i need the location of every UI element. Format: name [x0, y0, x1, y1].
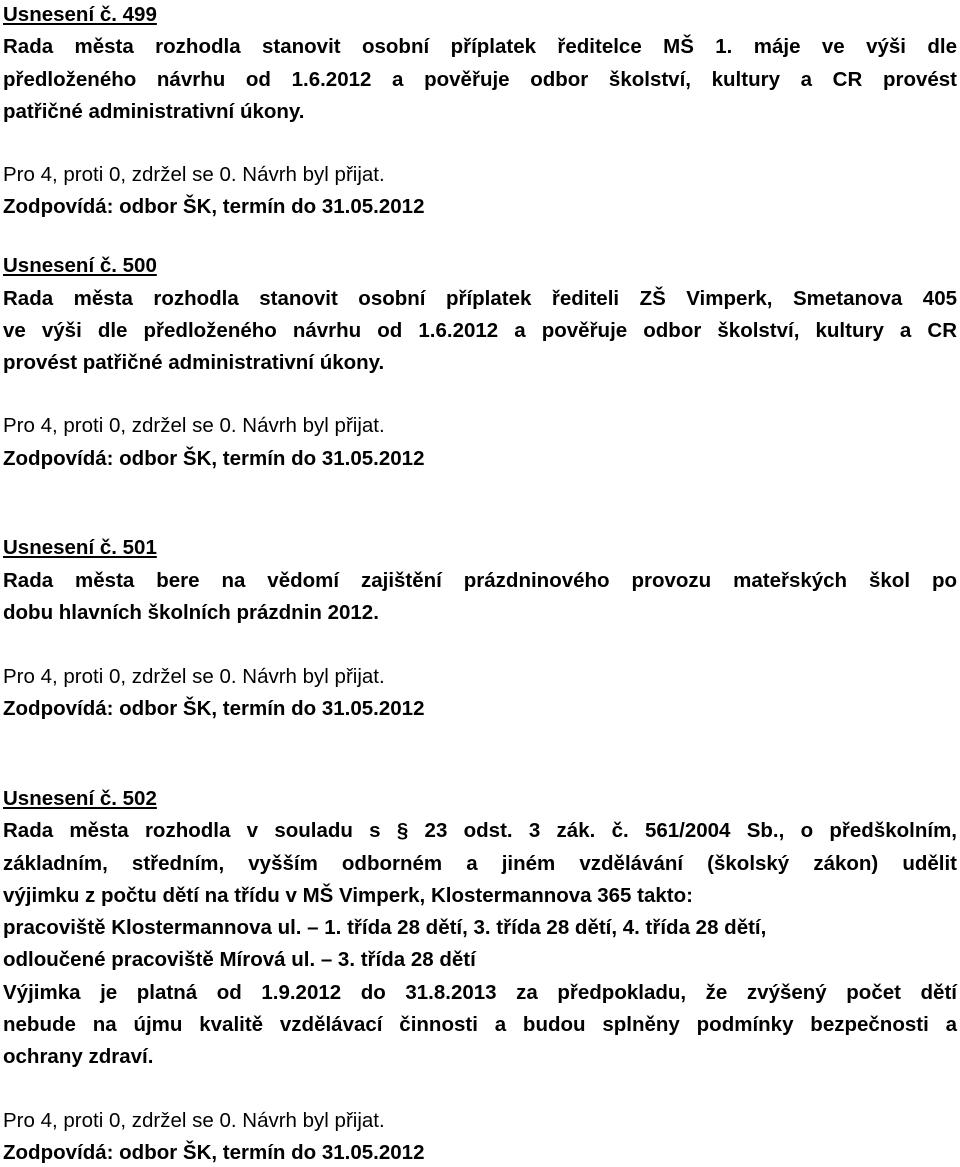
vote-result: Pro 4, proti 0, zdržel se 0. Návrh byl přijat.	[3, 1109, 385, 1132]
resolution-text-line: předloženého návrhu od 1.6.2012 a pověřuje odbor školství, kultury a CR provést	[3, 68, 957, 91]
responsible-party: Zodpovídá: odbor ŠK, termín do 31.05.2012	[3, 195, 425, 218]
resolution-text-line: Výjimka je platná od 1.9.2012 do 31.8.2013 za předpokladu, že zvýšený počet dětí	[3, 981, 957, 1004]
resolution-text-line: dobu hlavních školních prázdnin 2012.	[3, 601, 379, 624]
resolution-text-line: Rada města rozhodla stanovit osobní příplatek řediteli ZŠ Vimperk, Smetanova 405	[3, 287, 957, 310]
resolution-text-line: nebude na újmu kvalitě vzdělávací činnosti a budou splněny podmínky bezpečnosti a	[3, 1013, 957, 1036]
vote-result: Pro 4, proti 0, zdržel se 0. Návrh byl přijat.	[3, 163, 385, 186]
resolution-text-line: Rada města rozhodla v souladu s § 23 odst. 3 zák. č. 561/2004 Sb., o předškolním,	[3, 819, 957, 842]
resolution-text-line: Rada města rozhodla stanovit osobní příplatek ředitelce MŠ 1. máje ve výši dle	[3, 35, 957, 58]
responsible-party: Zodpovídá: odbor ŠK, termín do 31.05.2012	[3, 447, 425, 470]
responsible-party: Zodpovídá: odbor ŠK, termín do 31.05.2012	[3, 697, 425, 720]
resolution-heading: Usnesení č. 502	[3, 787, 157, 810]
resolution-heading: Usnesení č. 500	[3, 254, 157, 277]
resolution-heading: Usnesení č. 499	[3, 3, 157, 26]
responsible-party: Zodpovídá: odbor ŠK, termín do 31.05.2012	[3, 1141, 425, 1164]
resolution-text-line: základním, středním, vyšším odborném a jiném vzdělávání (školský zákon) udělit	[3, 852, 957, 875]
vote-result: Pro 4, proti 0, zdržel se 0. Návrh byl přijat.	[3, 665, 385, 688]
resolution-text-line: Rada města bere na vědomí zajištění prázdninového provozu mateřských škol po	[3, 569, 957, 592]
resolution-text-line: pracoviště Klostermannova ul. – 1. třída 28 dětí, 3. třída 28 dětí, 4. třída 28 dětí,	[3, 916, 767, 939]
resolution-text-line: provést patřičné administrativní úkony.	[3, 351, 385, 374]
resolution-text-line: ve výši dle předloženého návrhu od 1.6.2012 a pověřuje odbor školství, kultury a CR	[3, 319, 957, 342]
resolution-text-line: odloučené pracoviště Mírová ul. – 3. třída 28 dětí	[3, 948, 476, 971]
resolution-text-line: ochrany zdraví.	[3, 1045, 154, 1068]
resolution-heading: Usnesení č. 501	[3, 536, 157, 559]
resolution-text-line: výjimku z počtu dětí na třídu v MŠ Vimperk, Klostermannova 365 takto:	[3, 884, 693, 907]
vote-result: Pro 4, proti 0, zdržel se 0. Návrh byl přijat.	[3, 414, 385, 437]
resolution-text-line: patřičné administrativní úkony.	[3, 100, 305, 123]
